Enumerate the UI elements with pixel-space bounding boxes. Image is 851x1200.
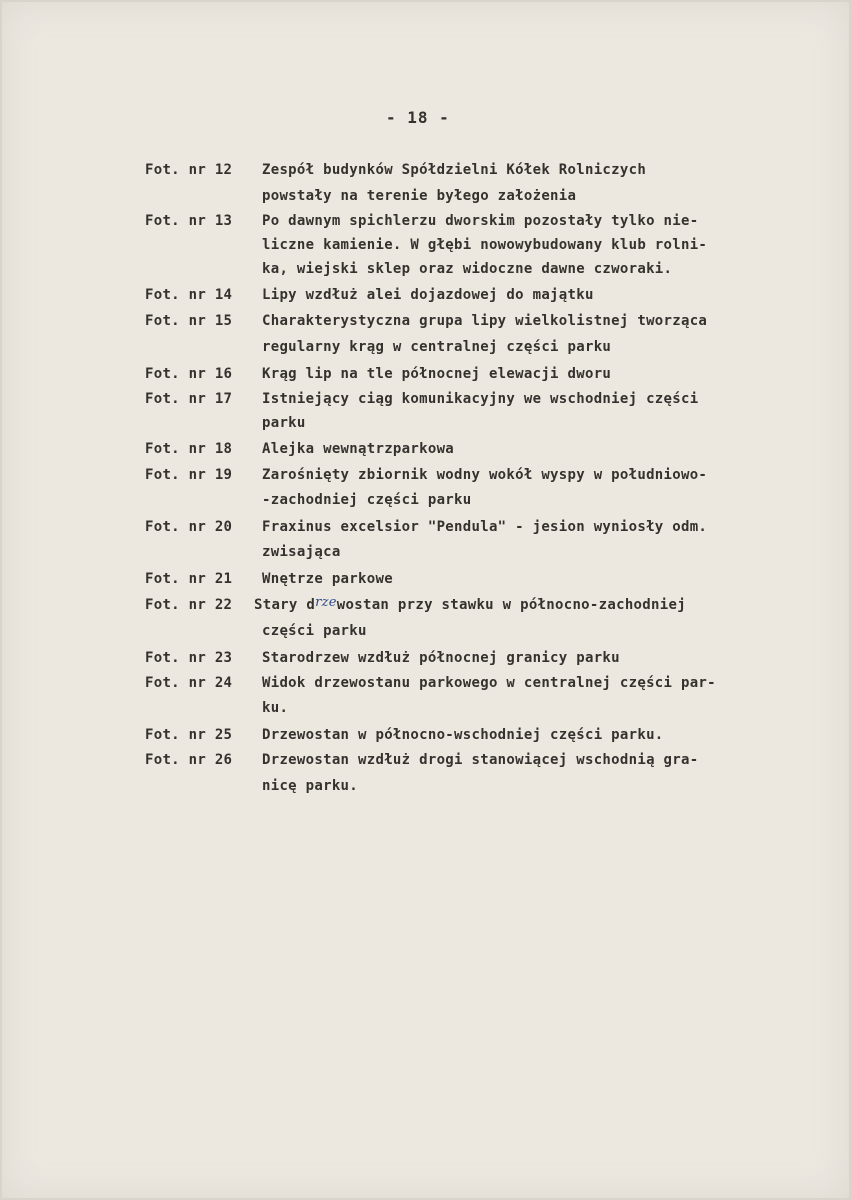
description-line: Drzewostan w północno-wschodniej części parku. [262, 727, 664, 743]
description-line: Fraxinus excelsior "Pendula" - jesion wyniosły odm. [262, 519, 708, 535]
photo-label: Fot. nr 16 [145, 366, 233, 382]
description-line: Istniejący ciąg komunikacyjny we wschodniej części [262, 391, 699, 407]
photo-label: Fot. nr 17 [145, 391, 233, 407]
description-line: części parku [262, 623, 367, 639]
description-line: -zachodniej części parku [262, 492, 472, 508]
photo-label: Fot. nr 26 [145, 752, 233, 768]
handwritten-correction: rze [315, 595, 337, 610]
description-line: Charakterystyczna grupa lipy wielkolistnej tworząca [262, 313, 708, 329]
description-text: wostan przy stawku w północno-zachodniej [336, 597, 686, 613]
description-line: Zespół budynków Spółdzielni Kółek Rolniczych [262, 162, 647, 178]
description-line: liczne kamienie. W głębi nowowybudowany klub rolni- [262, 237, 708, 253]
description-line: Wnętrze parkowe [262, 571, 393, 587]
photo-label: Fot. nr 18 [145, 441, 233, 457]
photo-label: Fot. nr 21 [145, 571, 233, 587]
description-line [254, 597, 686, 613]
description-line: regularny krąg w centralnej części parku [262, 339, 612, 355]
photo-label: Fot. nr 15 [145, 313, 233, 329]
description-line: Krąg lip na tle północnej elewacji dworu [262, 366, 612, 382]
description-line: ka, wiejski sklep oraz widoczne dawne czworaki. [262, 261, 673, 277]
page-number: - 18 - [386, 108, 450, 127]
description-line: Drzewostan wzdłuż drogi stanowiącej wschodnią gra- [262, 752, 699, 768]
photo-label: Fot. nr 24 [145, 675, 233, 691]
photo-label: Fot. nr 14 [145, 287, 233, 303]
photo-label: Fot. nr 25 [145, 727, 233, 743]
description-line: Lipy wzdłuż alei dojazdowej do majątku [262, 287, 594, 303]
photo-label: Fot. nr 23 [145, 650, 233, 666]
photo-label: Fot. nr 19 [145, 467, 233, 483]
photo-label: Fot. nr 20 [145, 519, 233, 535]
description-line: powstały na terenie byłego założenia [262, 188, 577, 204]
photo-label: Fot. nr 22 [145, 597, 233, 613]
description-line: Zarośnięty zbiornik wodny wokół wyspy w południowo- [262, 467, 708, 483]
photo-label: Fot. nr 12 [145, 162, 233, 178]
description-line: Starodrzew wzdłuż północnej granicy parku [262, 650, 620, 666]
photo-label: Fot. nr 13 [145, 213, 233, 229]
description-line: ku. [262, 700, 289, 716]
description-line: Po dawnym spichlerzu dworskim pozostały tylko nie- [262, 213, 699, 229]
description-text: Stary d [254, 597, 316, 613]
description-line: Widok drzewostanu parkowego w centralnej części par- [262, 675, 716, 691]
description-line: zwisająca [262, 544, 341, 560]
description-line: Alejka wewnątrzparkowa [262, 441, 455, 457]
description-line: nicę parku. [262, 778, 359, 794]
description-line: parku [262, 415, 306, 431]
